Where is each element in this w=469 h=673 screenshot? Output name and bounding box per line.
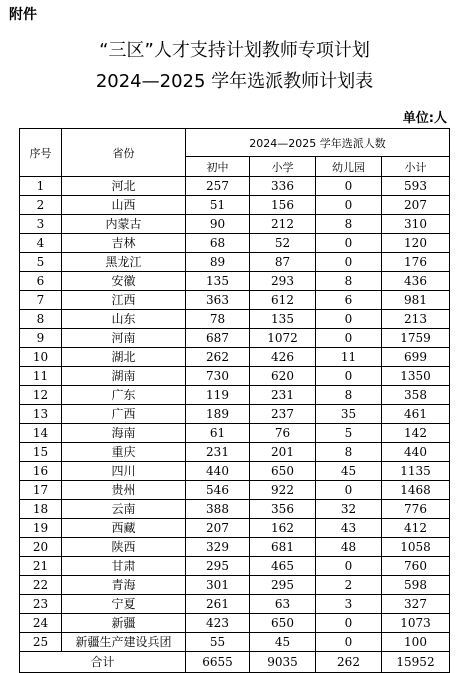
row-subtotal: 412	[382, 519, 450, 538]
row-kindergarten: 0	[316, 177, 382, 196]
row-seq: 4	[20, 234, 62, 253]
row-province: 山西	[62, 196, 186, 215]
row-kindergarten: 43	[316, 519, 382, 538]
row-primary: 201	[250, 443, 316, 462]
row-seq: 15	[20, 443, 62, 462]
row-primary: 295	[250, 576, 316, 595]
total-subtotal: 15952	[382, 652, 450, 673]
table-row	[20, 595, 450, 614]
row-junior: 261	[186, 595, 250, 614]
row-seq: 23	[20, 595, 62, 614]
row-province: 宁夏	[62, 595, 186, 614]
row-subtotal: 310	[382, 215, 450, 234]
row-province: 新疆生产建设兵团	[62, 633, 186, 652]
row-junior: 423	[186, 614, 250, 633]
row-kindergarten: 8	[316, 215, 382, 234]
row-province: 内蒙古	[62, 215, 186, 234]
row-junior: 61	[186, 424, 250, 443]
row-kindergarten: 35	[316, 405, 382, 424]
row-kindergarten: 0	[316, 633, 382, 652]
row-junior: 329	[186, 538, 250, 557]
table-row	[20, 557, 450, 576]
row-primary: 620	[250, 367, 316, 386]
table-row	[20, 272, 450, 291]
table-row	[20, 196, 450, 215]
attachment-label: 附件	[9, 7, 37, 23]
row-province: 陕西	[62, 538, 186, 557]
row-seq: 24	[20, 614, 62, 633]
row-kindergarten: 8	[316, 443, 382, 462]
row-province: 云南	[62, 500, 186, 519]
row-junior: 78	[186, 310, 250, 329]
row-province: 山东	[62, 310, 186, 329]
row-junior: 68	[186, 234, 250, 253]
row-province: 湖北	[62, 348, 186, 367]
row-kindergarten: 2	[316, 576, 382, 595]
row-primary: 63	[250, 595, 316, 614]
row-primary: 426	[250, 348, 316, 367]
row-province: 湖南	[62, 367, 186, 386]
row-province: 甘肃	[62, 557, 186, 576]
row-junior: 51	[186, 196, 250, 215]
row-primary: 237	[250, 405, 316, 424]
table-row	[20, 405, 450, 424]
row-seq: 17	[20, 481, 62, 500]
row-junior: 730	[186, 367, 250, 386]
row-province: 贵州	[62, 481, 186, 500]
row-subtotal: 1759	[382, 329, 450, 348]
row-junior: 440	[186, 462, 250, 481]
table-row	[20, 234, 450, 253]
row-junior: 687	[186, 329, 250, 348]
row-subtotal: 120	[382, 234, 450, 253]
row-primary: 650	[250, 614, 316, 633]
row-junior: 189	[186, 405, 250, 424]
total-row	[20, 652, 450, 673]
row-primary: 76	[250, 424, 316, 443]
header-primary: 小学	[250, 157, 316, 177]
row-primary: 681	[250, 538, 316, 557]
row-kindergarten: 0	[316, 481, 382, 500]
row-kindergarten: 0	[316, 234, 382, 253]
header-subtotal: 小计	[382, 157, 450, 177]
row-kindergarten: 5	[316, 424, 382, 443]
total-primary: 9035	[250, 652, 316, 673]
row-seq: 2	[20, 196, 62, 215]
table-row	[20, 253, 450, 272]
row-kindergarten: 0	[316, 614, 382, 633]
total-junior: 6655	[186, 652, 250, 673]
row-subtotal: 327	[382, 595, 450, 614]
row-seq: 20	[20, 538, 62, 557]
table-row	[20, 576, 450, 595]
header-seq: 序号	[20, 129, 62, 177]
row-junior: 89	[186, 253, 250, 272]
row-kindergarten: 0	[316, 253, 382, 272]
row-subtotal: 1073	[382, 614, 450, 633]
row-seq: 19	[20, 519, 62, 538]
row-kindergarten: 3	[316, 595, 382, 614]
table-row	[20, 500, 450, 519]
row-junior: 207	[186, 519, 250, 538]
row-subtotal: 593	[382, 177, 450, 196]
table-row	[20, 177, 450, 196]
row-province: 海南	[62, 424, 186, 443]
row-junior: 90	[186, 215, 250, 234]
table-row	[20, 538, 450, 557]
row-seq: 9	[20, 329, 62, 348]
table-row	[20, 386, 450, 405]
row-province: 新疆	[62, 614, 186, 633]
row-junior: 119	[186, 386, 250, 405]
row-kindergarten: 8	[316, 272, 382, 291]
row-seq: 7	[20, 291, 62, 310]
row-primary: 922	[250, 481, 316, 500]
table-row	[20, 462, 450, 481]
document-title-line1: “三区”人才支持计划教师专项计划	[99, 40, 370, 61]
unit-label: 单位:人	[402, 111, 447, 126]
table-row	[20, 348, 450, 367]
document-title-line2: 2024—2025 学年选派教师计划表	[95, 71, 374, 92]
row-subtotal: 207	[382, 196, 450, 215]
row-subtotal: 981	[382, 291, 450, 310]
row-subtotal: 598	[382, 576, 450, 595]
row-kindergarten: 48	[316, 538, 382, 557]
row-junior: 257	[186, 177, 250, 196]
row-primary: 162	[250, 519, 316, 538]
row-subtotal: 358	[382, 386, 450, 405]
row-primary: 231	[250, 386, 316, 405]
row-province: 广东	[62, 386, 186, 405]
row-seq: 25	[20, 633, 62, 652]
row-seq: 21	[20, 557, 62, 576]
table-row	[20, 633, 450, 652]
total-kindergarten: 262	[316, 652, 382, 673]
row-primary: 52	[250, 234, 316, 253]
row-subtotal: 1350	[382, 367, 450, 386]
row-subtotal: 760	[382, 557, 450, 576]
row-junior: 301	[186, 576, 250, 595]
row-subtotal: 142	[382, 424, 450, 443]
table-row	[20, 291, 450, 310]
header-kindergarten: 幼儿园	[316, 157, 382, 177]
row-subtotal: 436	[382, 272, 450, 291]
row-subtotal: 100	[382, 633, 450, 652]
row-junior: 231	[186, 443, 250, 462]
row-junior: 546	[186, 481, 250, 500]
row-province: 江西	[62, 291, 186, 310]
row-seq: 22	[20, 576, 62, 595]
row-kindergarten: 0	[316, 196, 382, 215]
row-province: 河北	[62, 177, 186, 196]
row-subtotal: 776	[382, 500, 450, 519]
row-junior: 363	[186, 291, 250, 310]
row-province: 西藏	[62, 519, 186, 538]
row-province: 广西	[62, 405, 186, 424]
table-row	[20, 519, 450, 538]
row-junior: 135	[186, 272, 250, 291]
header-junior: 初中	[186, 157, 250, 177]
row-province: 青海	[62, 576, 186, 595]
row-seq: 8	[20, 310, 62, 329]
row-primary: 612	[250, 291, 316, 310]
row-subtotal: 213	[382, 310, 450, 329]
row-kindergarten: 32	[316, 500, 382, 519]
row-province: 四川	[62, 462, 186, 481]
row-junior: 388	[186, 500, 250, 519]
row-kindergarten: 0	[316, 310, 382, 329]
row-junior: 262	[186, 348, 250, 367]
row-subtotal: 1058	[382, 538, 450, 557]
header-group: 2024—2025 学年选派人数	[186, 129, 450, 157]
row-kindergarten: 11	[316, 348, 382, 367]
table-row	[20, 424, 450, 443]
row-seq: 6	[20, 272, 62, 291]
row-province: 黑龙江	[62, 253, 186, 272]
row-seq: 14	[20, 424, 62, 443]
row-subtotal: 1468	[382, 481, 450, 500]
row-primary: 156	[250, 196, 316, 215]
table-body	[20, 177, 450, 652]
row-kindergarten: 0	[316, 367, 382, 386]
table-row	[20, 614, 450, 633]
row-junior: 295	[186, 557, 250, 576]
row-kindergarten: 0	[316, 329, 382, 348]
row-seq: 3	[20, 215, 62, 234]
row-seq: 11	[20, 367, 62, 386]
table-row	[20, 215, 450, 234]
row-primary: 293	[250, 272, 316, 291]
row-kindergarten: 6	[316, 291, 382, 310]
table-row	[20, 329, 450, 348]
row-seq: 16	[20, 462, 62, 481]
row-kindergarten: 45	[316, 462, 382, 481]
row-seq: 10	[20, 348, 62, 367]
plan-table	[19, 128, 450, 673]
row-primary: 1072	[250, 329, 316, 348]
row-kindergarten: 0	[316, 557, 382, 576]
table-row	[20, 367, 450, 386]
row-kindergarten: 8	[316, 386, 382, 405]
row-subtotal: 176	[382, 253, 450, 272]
table-row	[20, 310, 450, 329]
table-row	[20, 443, 450, 462]
row-subtotal: 699	[382, 348, 450, 367]
row-seq: 13	[20, 405, 62, 424]
row-province: 重庆	[62, 443, 186, 462]
row-seq: 12	[20, 386, 62, 405]
row-primary: 45	[250, 633, 316, 652]
row-province: 吉林	[62, 234, 186, 253]
row-primary: 336	[250, 177, 316, 196]
row-subtotal: 440	[382, 443, 450, 462]
row-primary: 212	[250, 215, 316, 234]
row-subtotal: 461	[382, 405, 450, 424]
row-primary: 465	[250, 557, 316, 576]
row-primary: 135	[250, 310, 316, 329]
row-province: 河南	[62, 329, 186, 348]
row-junior: 55	[186, 633, 250, 652]
row-subtotal: 1135	[382, 462, 450, 481]
row-seq: 1	[20, 177, 62, 196]
row-primary: 356	[250, 500, 316, 519]
row-primary: 87	[250, 253, 316, 272]
total-label: 合计	[20, 652, 186, 673]
header-province: 省份	[62, 129, 186, 177]
row-province: 安徽	[62, 272, 186, 291]
table-row	[20, 481, 450, 500]
row-primary: 650	[250, 462, 316, 481]
row-seq: 18	[20, 500, 62, 519]
row-seq: 5	[20, 253, 62, 272]
